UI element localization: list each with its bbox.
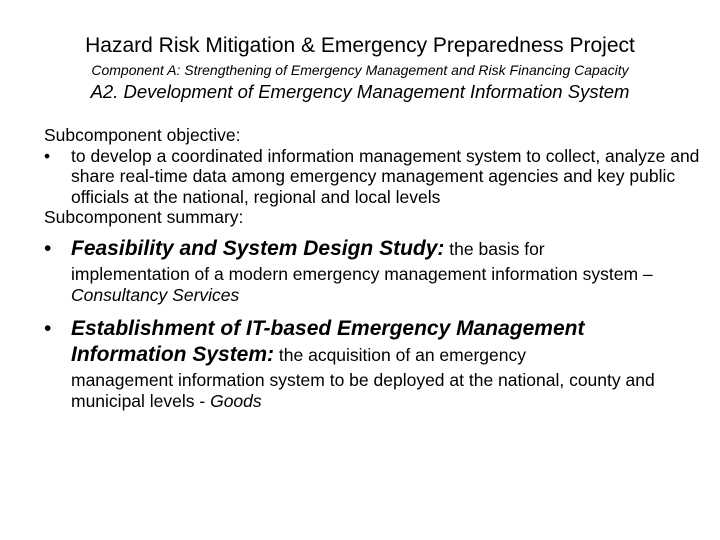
item-tail: the basis for <box>444 238 545 259</box>
bullet-icon: • <box>44 236 52 260</box>
item-continuation: management information system to be deployed at the national, county and municipal levels - <box>71 369 655 411</box>
slide-subtitle: A2. Development of Emergency Management Information System <box>90 81 630 102</box>
item-lead-line1: Establishment of IT-based Emergency Management <box>71 316 585 340</box>
objective-bullet-item <box>44 146 704 208</box>
objective-heading: Subcomponent objective: <box>44 125 241 145</box>
bullet-icon: • <box>44 316 52 340</box>
item-deliverable: Consultancy Services <box>71 284 240 305</box>
summary-item-establishment <box>44 316 704 412</box>
slide-body <box>44 125 704 412</box>
item-lead-line2: Information System: <box>71 342 275 366</box>
item-lead: Feasibility and System Design Study: <box>71 236 445 260</box>
item-deliverable: Goods <box>210 390 262 411</box>
item-continuation: implementation of a modern emergency management information system – <box>71 263 653 284</box>
summary-item-feasibility <box>44 236 704 306</box>
objective-text: to develop a coordinated information management system to collect, analyze and share real-time data among emergency management agencies and key public officials at the national, regional and local levels <box>71 145 700 207</box>
component-heading: Component A: Strengthening of Emergency Management and Risk Financing Capacity <box>91 62 629 78</box>
bullet-icon: • <box>44 145 51 166</box>
summary-heading: Subcomponent summary: <box>44 207 244 227</box>
item-tail: the acquisition of an emergency <box>274 344 526 365</box>
slide-title: Hazard Risk Mitigation & Emergency Preparedness Project <box>85 34 635 57</box>
